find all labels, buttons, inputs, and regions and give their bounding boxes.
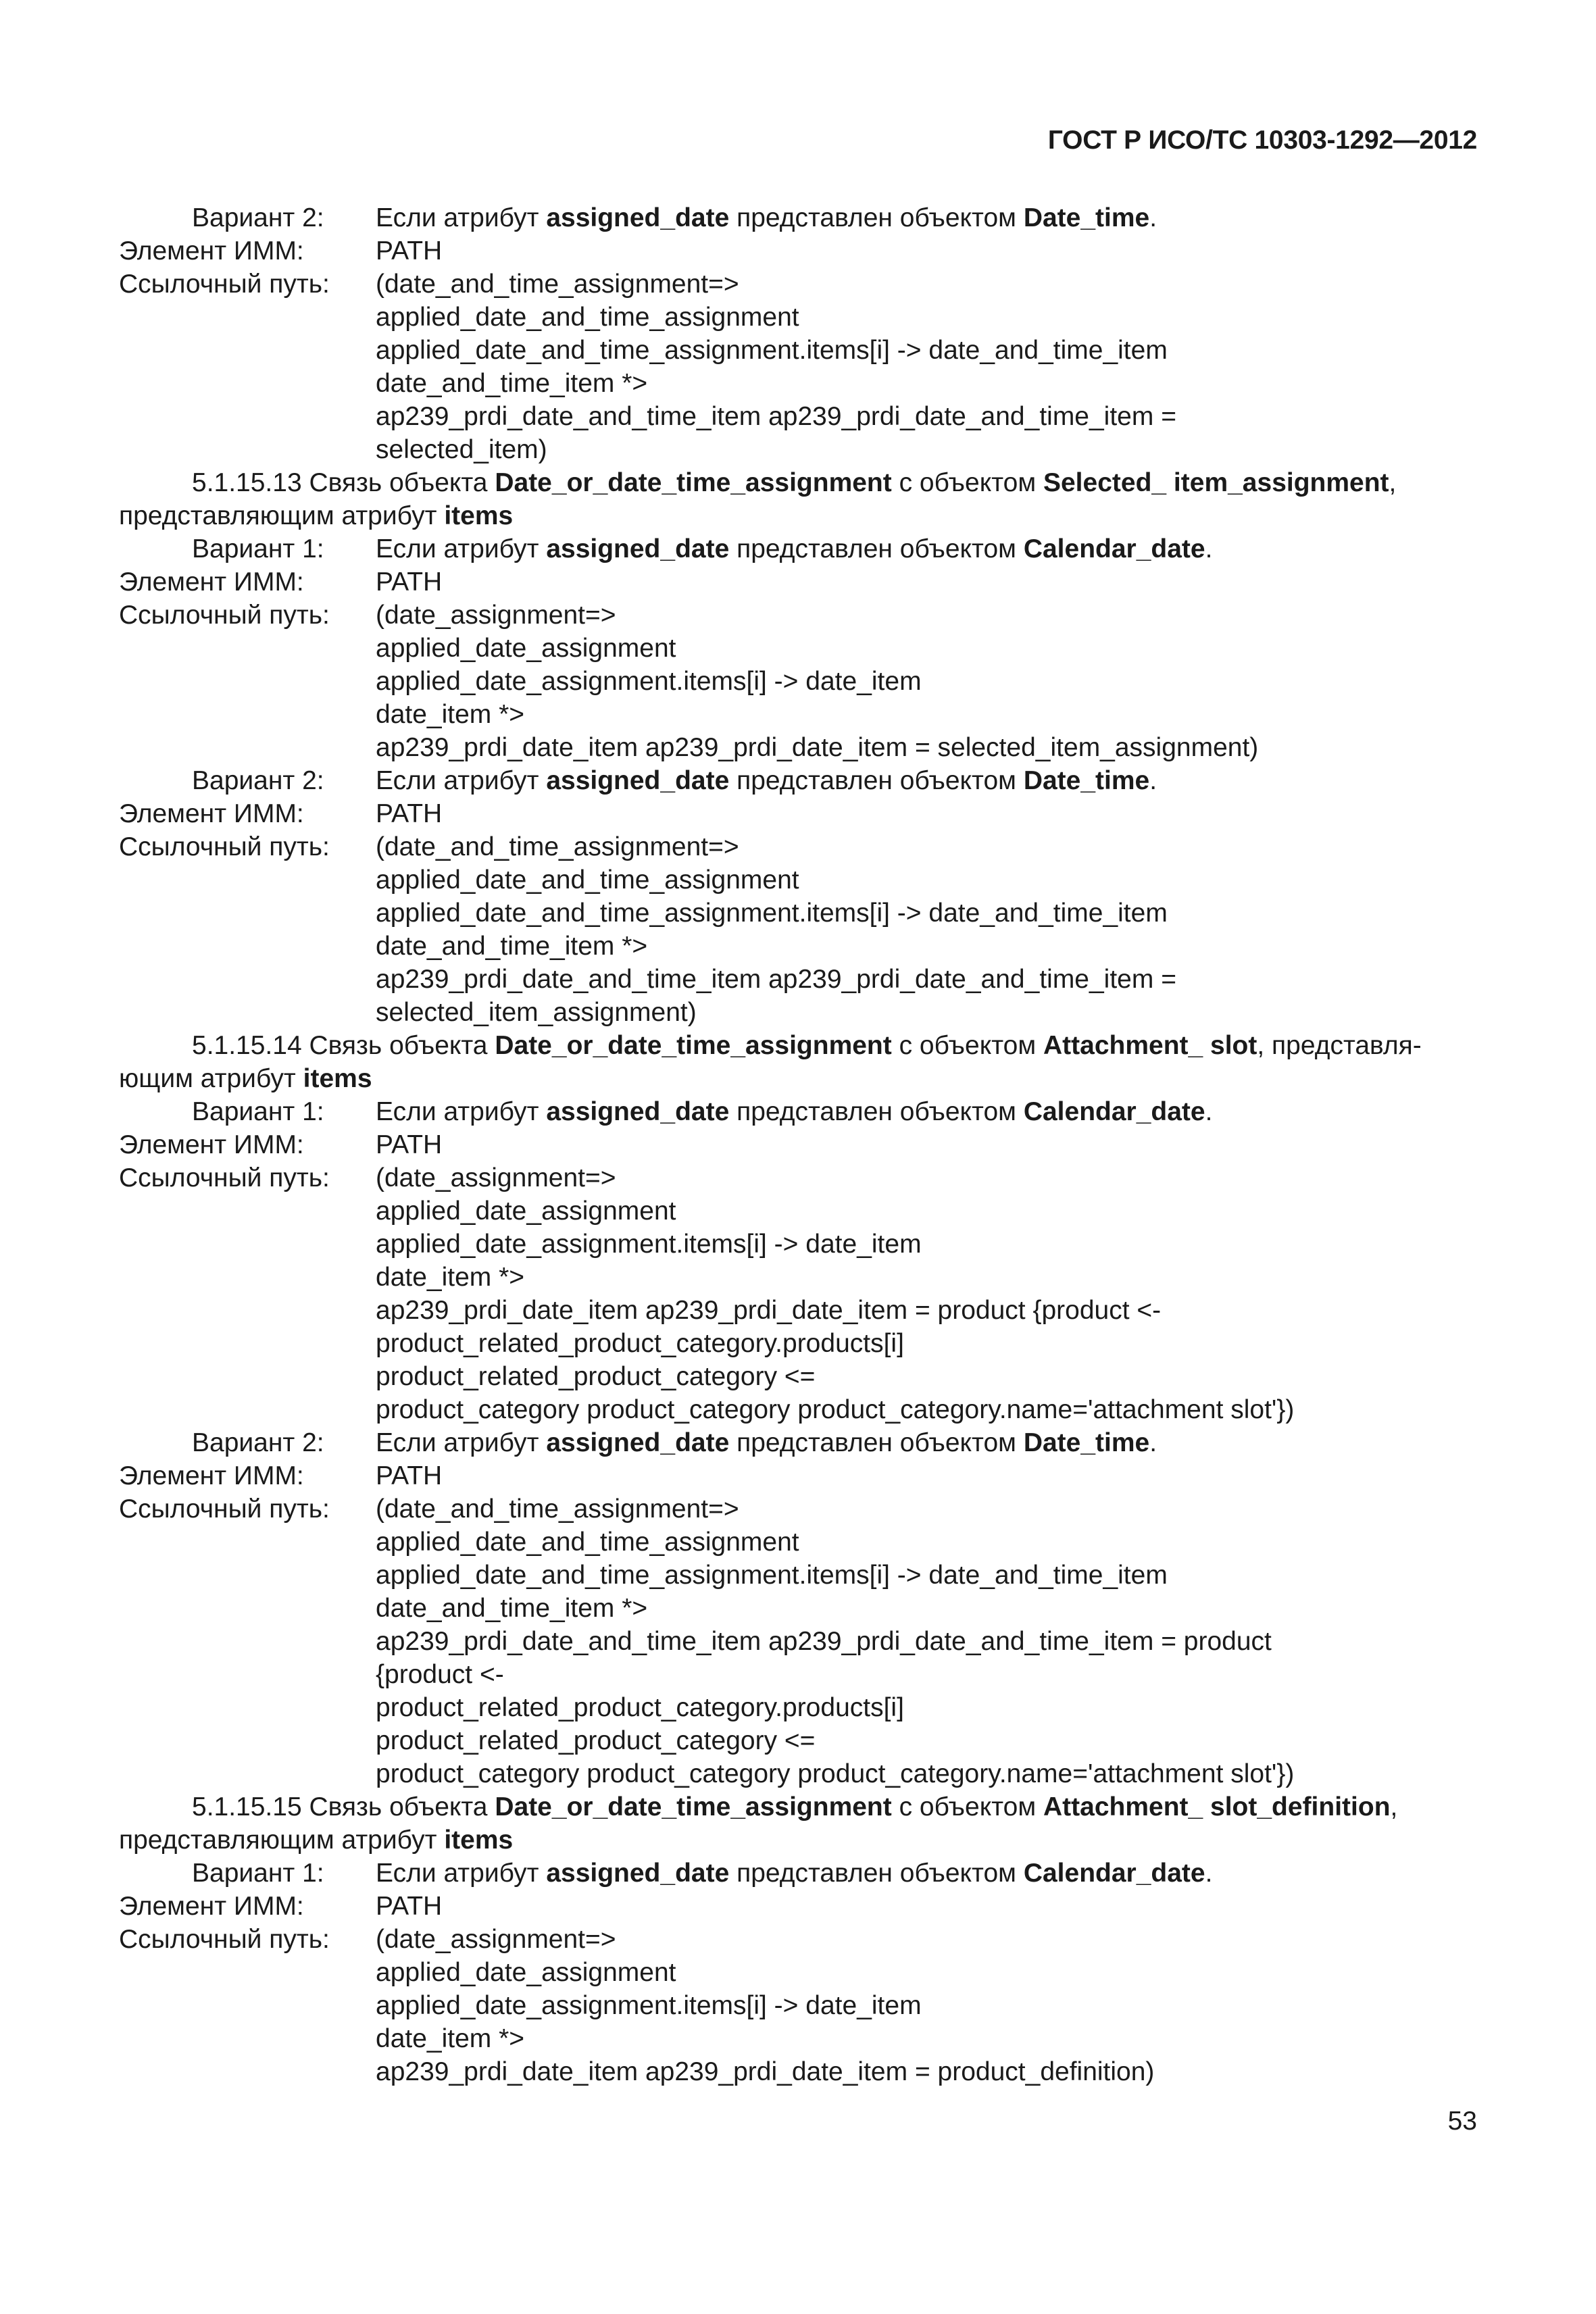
row-value (376, 1294, 1161, 1327)
row-label: Элемент ИММ: (119, 1130, 304, 1159)
text-run: applied_date_assignment.items[i] -> date_item (376, 1230, 922, 1259)
labeled-row (119, 532, 1477, 565)
row-label: Вариант 2: (192, 766, 324, 795)
continuation-row (119, 1691, 1477, 1724)
text-run: applied_date_assignment (376, 1197, 676, 1226)
text-run: ющим атрибут (119, 1064, 303, 1093)
row-value (376, 963, 1176, 996)
bold-term: assigned_date (546, 534, 730, 563)
text-run: date_item *> (376, 700, 525, 729)
row-label: Вариант 2: (192, 1428, 324, 1457)
text-run: applied_date_assignment (376, 1958, 676, 1987)
text-run: applied_date_assignment.items[i] -> date_item (376, 1991, 922, 2020)
labeled-row (119, 1128, 1477, 1161)
labeled-row (119, 1923, 1477, 1956)
text-run: date_and_time_item *> (376, 369, 648, 398)
text-run: product_related_product_category.products[i] (376, 1329, 904, 1358)
row-value (376, 930, 647, 963)
row-value (376, 1989, 922, 2022)
paragraph-line (119, 1823, 1477, 1857)
text-run: {product <- (376, 1660, 504, 1689)
row-label: Элемент ИММ: (119, 1892, 304, 1921)
text-run: ap239_prdi_date_and_time_item ap239_prdi_date_and_time_item = product (376, 1627, 1272, 1656)
text-run: PATH (376, 236, 443, 266)
text-run: с объектом (891, 468, 1043, 497)
continuation-row (119, 433, 1477, 466)
bold-term: items (303, 1064, 372, 1093)
row-value (376, 334, 1168, 367)
text-run: . (1149, 1428, 1157, 1457)
continuation-row (119, 1592, 1477, 1625)
text-run: (date_and_time_assignment=> (376, 832, 739, 861)
text-run: , (1389, 468, 1397, 497)
text-run: представляющим атрибут (119, 501, 445, 530)
bold-term: assigned_date (546, 203, 730, 232)
row-value (376, 2055, 1154, 2088)
bold-term: Date_time (1023, 1428, 1150, 1457)
bold-term: Calendar_date (1023, 1859, 1205, 1888)
row-value (376, 797, 442, 830)
row-value (376, 1526, 799, 1559)
text-run: . (1205, 1859, 1213, 1888)
row-value (376, 897, 1168, 930)
bold-term: Attachment_ slot_definition (1043, 1792, 1391, 1821)
labeled-row (119, 830, 1477, 863)
bold-term: Date_time (1023, 766, 1150, 795)
text-run: applied_date_and_time_assignment (376, 1528, 799, 1557)
continuation-row (119, 367, 1477, 400)
bold-term: Calendar_date (1023, 534, 1205, 563)
continuation-row (119, 698, 1477, 731)
continuation-row (119, 996, 1477, 1029)
continuation-row (119, 731, 1477, 764)
row-label: Элемент ИММ: (119, 568, 304, 597)
row-value (376, 1923, 616, 1956)
paragraph-line (119, 499, 1477, 532)
text-run: product_related_product_category <= (376, 1726, 816, 1755)
text-run: . (1205, 534, 1213, 563)
paragraph-line (119, 1062, 1477, 1095)
row-value (376, 1492, 739, 1526)
text-run: (date_assignment=> (376, 601, 616, 630)
row-value (376, 532, 1212, 565)
text-run: 5.1.15.13 Связь объекта (192, 468, 495, 497)
text-run: представлен объектом (729, 1097, 1024, 1126)
row-value (376, 301, 799, 334)
row-value (376, 1857, 1212, 1890)
row-label: Элемент ИММ: (119, 1461, 304, 1490)
bold-term: Date_or_date_time_assignment (495, 1031, 892, 1060)
continuation-row (119, 1194, 1477, 1228)
text-run: ap239_prdi_date_and_time_item ap239_prdi_date_and_time_item = (376, 965, 1176, 994)
labeled-row (119, 1857, 1477, 1890)
text-run: , (1390, 1792, 1398, 1821)
row-value (376, 1161, 616, 1194)
labeled-row (119, 1459, 1477, 1492)
text-run: date_and_time_item *> (376, 1594, 648, 1623)
text-run: date_item *> (376, 2024, 525, 2053)
labeled-row (119, 1890, 1477, 1923)
document-body (119, 201, 1477, 2088)
row-value (376, 1194, 676, 1228)
bold-term: assigned_date (546, 1859, 730, 1888)
row-value (376, 731, 1258, 764)
row-value (376, 201, 1157, 234)
row-value (376, 1228, 922, 1261)
labeled-row (119, 1492, 1477, 1526)
continuation-row (119, 2022, 1477, 2055)
page-number: 53 (1447, 2107, 1477, 2136)
text-run: ap239_prdi_date_item ap239_prdi_date_item = product {product <- (376, 1296, 1162, 1325)
text-run: Если атрибут (376, 1097, 547, 1126)
row-value (376, 2022, 524, 2055)
row-value (376, 632, 676, 665)
row-value (376, 1592, 647, 1625)
labeled-row (119, 1161, 1477, 1194)
labeled-row (119, 268, 1477, 301)
continuation-row (119, 963, 1477, 996)
continuation-row (119, 632, 1477, 665)
bold-term: Calendar_date (1023, 1097, 1205, 1126)
row-value (376, 1095, 1212, 1128)
bold-term: assigned_date (546, 1097, 730, 1126)
text-run: date_item *> (376, 1263, 525, 1292)
row-value (376, 1956, 676, 1989)
continuation-row (119, 334, 1477, 367)
continuation-row (119, 301, 1477, 334)
text-run: (date_and_time_assignment=> (376, 1494, 739, 1524)
continuation-row (119, 1757, 1477, 1790)
continuation-row (119, 2055, 1477, 2088)
row-value (376, 1261, 524, 1294)
continuation-row (119, 400, 1477, 433)
text-run: applied_date_and_time_assignment (376, 303, 799, 332)
text-run: product_category product_category product_category.name='attachment slot'}) (376, 1395, 1295, 1424)
row-value (376, 1658, 504, 1691)
text-run: PATH (376, 1461, 443, 1490)
text-run: PATH (376, 799, 443, 828)
text-run: ap239_prdi_date_and_time_item ap239_prdi_date_and_time_item = (376, 402, 1176, 431)
text-run: product_category product_category product_category.name='attachment slot'}) (376, 1759, 1295, 1788)
text-run: . (1149, 203, 1157, 232)
section-paragraph (119, 1790, 1477, 1857)
bold-term: assigned_date (546, 766, 730, 795)
row-value (376, 1426, 1157, 1459)
row-value (376, 1890, 442, 1923)
row-value (376, 830, 739, 863)
text-run: PATH (376, 1892, 443, 1921)
row-value (376, 1360, 815, 1393)
labeled-row (119, 201, 1477, 234)
text-run: Если атрибут (376, 1428, 547, 1457)
text-run: с объектом (891, 1031, 1043, 1060)
row-value (376, 698, 524, 731)
text-run: PATH (376, 1130, 443, 1159)
continuation-row (119, 1327, 1477, 1360)
text-run: (date_assignment=> (376, 1163, 616, 1192)
text-run: applied_date_and_time_assignment.items[i] -> date_and_time_item (376, 1561, 1168, 1590)
document-header: ГОСТ Р ИСО/ТС 10303-1292—2012 (1047, 126, 1477, 155)
row-label: Вариант 2: (192, 203, 324, 232)
section-paragraph (119, 466, 1477, 532)
row-label: Ссылочный путь: (119, 1163, 330, 1192)
labeled-row (119, 797, 1477, 830)
row-value (376, 367, 647, 400)
row-value (376, 433, 547, 466)
paragraph-line (119, 1029, 1477, 1062)
row-label: Вариант 1: (192, 1097, 324, 1126)
bold-term: items (444, 501, 514, 530)
text-run: (date_and_time_assignment=> (376, 270, 739, 299)
row-value (376, 1559, 1168, 1592)
text-run: представлен объектом (729, 766, 1024, 795)
labeled-row (119, 1426, 1477, 1459)
bold-term: Attachment_ slot (1043, 1031, 1257, 1060)
text-run: (date_assignment=> (376, 1925, 616, 1954)
row-label: Вариант 1: (192, 534, 324, 563)
text-run: ap239_prdi_date_item ap239_prdi_date_item = product_definition) (376, 2057, 1155, 2086)
bold-term: Selected_ item_assignment (1043, 468, 1389, 497)
text-run: date_and_time_item *> (376, 932, 648, 961)
text-run: представлен объектом (729, 203, 1024, 232)
row-value (376, 1757, 1294, 1790)
row-label: Ссылочный путь: (119, 1925, 330, 1954)
continuation-row (119, 1989, 1477, 2022)
text-run: 5.1.15.14 Связь объекта (192, 1031, 495, 1060)
row-value (376, 1128, 442, 1161)
labeled-row (119, 234, 1477, 268)
bold-term: Date_or_date_time_assignment (495, 1792, 892, 1821)
section-paragraph (119, 1029, 1477, 1095)
labeled-row (119, 565, 1477, 599)
continuation-row (119, 1559, 1477, 1592)
text-run: представлен объектом (729, 534, 1024, 563)
row-label: Вариант 1: (192, 1859, 324, 1888)
row-value (376, 764, 1157, 797)
text-run: applied_date_assignment.items[i] -> date_item (376, 667, 922, 696)
text-run: 5.1.15.15 Связь объекта (192, 1792, 495, 1821)
labeled-row (119, 1095, 1477, 1128)
text-run: product_related_product_category.products[i] (376, 1693, 904, 1722)
text-run: , представля- (1257, 1031, 1422, 1060)
row-label: Элемент ИММ: (119, 236, 304, 266)
continuation-row (119, 1526, 1477, 1559)
row-value (376, 1724, 815, 1757)
row-value (376, 1327, 904, 1360)
text-run: представляющим атрибут (119, 1826, 445, 1855)
paragraph-line (119, 466, 1477, 499)
row-label: Ссылочный путь: (119, 1494, 330, 1524)
text-run: applied_date_assignment (376, 634, 676, 663)
continuation-row (119, 863, 1477, 897)
paragraph-line (119, 1790, 1477, 1823)
row-value (376, 1459, 442, 1492)
continuation-row (119, 1724, 1477, 1757)
bold-term: assigned_date (546, 1428, 730, 1457)
continuation-row (119, 1625, 1477, 1658)
continuation-row (119, 1956, 1477, 1989)
text-run: ap239_prdi_date_item ap239_prdi_date_item = selected_item_assignment) (376, 733, 1259, 762)
text-run: Если атрибут (376, 534, 547, 563)
text-run: представлен объектом (729, 1859, 1024, 1888)
text-run: applied_date_and_time_assignment.items[i] -> date_and_time_item (376, 336, 1168, 365)
row-value (376, 599, 616, 632)
row-value (376, 565, 442, 599)
row-value (376, 234, 442, 268)
row-value (376, 665, 922, 698)
row-value (376, 863, 799, 897)
text-run: представлен объектом (729, 1428, 1024, 1457)
continuation-row (119, 1261, 1477, 1294)
text-run: Если атрибут (376, 203, 547, 232)
text-run: . (1205, 1097, 1213, 1126)
row-value (376, 400, 1176, 433)
text-run: selected_item) (376, 435, 547, 464)
continuation-row (119, 1228, 1477, 1261)
text-run: PATH (376, 568, 443, 597)
continuation-row (119, 1658, 1477, 1691)
row-value (376, 1393, 1294, 1426)
continuation-row (119, 930, 1477, 963)
continuation-row (119, 1393, 1477, 1426)
row-value (376, 996, 697, 1029)
continuation-row (119, 897, 1477, 930)
text-run: с объектом (891, 1792, 1043, 1821)
continuation-row (119, 665, 1477, 698)
text-run: applied_date_and_time_assignment.items[i] -> date_and_time_item (376, 899, 1168, 928)
text-run: Если атрибут (376, 766, 547, 795)
labeled-row (119, 599, 1477, 632)
row-label: Ссылочный путь: (119, 832, 330, 861)
text-run: Если атрибут (376, 1859, 547, 1888)
text-run: selected_item_assignment) (376, 998, 697, 1027)
row-label: Ссылочный путь: (119, 270, 330, 299)
row-label: Ссылочный путь: (119, 601, 330, 630)
continuation-row (119, 1294, 1477, 1327)
row-value (376, 1625, 1272, 1658)
bold-term: Date_or_date_time_assignment (495, 468, 892, 497)
text-run: applied_date_and_time_assignment (376, 865, 799, 895)
bold-term: Date_time (1023, 203, 1150, 232)
bold-term: items (444, 1826, 514, 1855)
text-run: . (1149, 766, 1157, 795)
continuation-row (119, 1360, 1477, 1393)
row-value (376, 268, 739, 301)
row-label: Элемент ИММ: (119, 799, 304, 828)
text-run: product_related_product_category <= (376, 1362, 816, 1391)
labeled-row (119, 764, 1477, 797)
row-value (376, 1691, 904, 1724)
